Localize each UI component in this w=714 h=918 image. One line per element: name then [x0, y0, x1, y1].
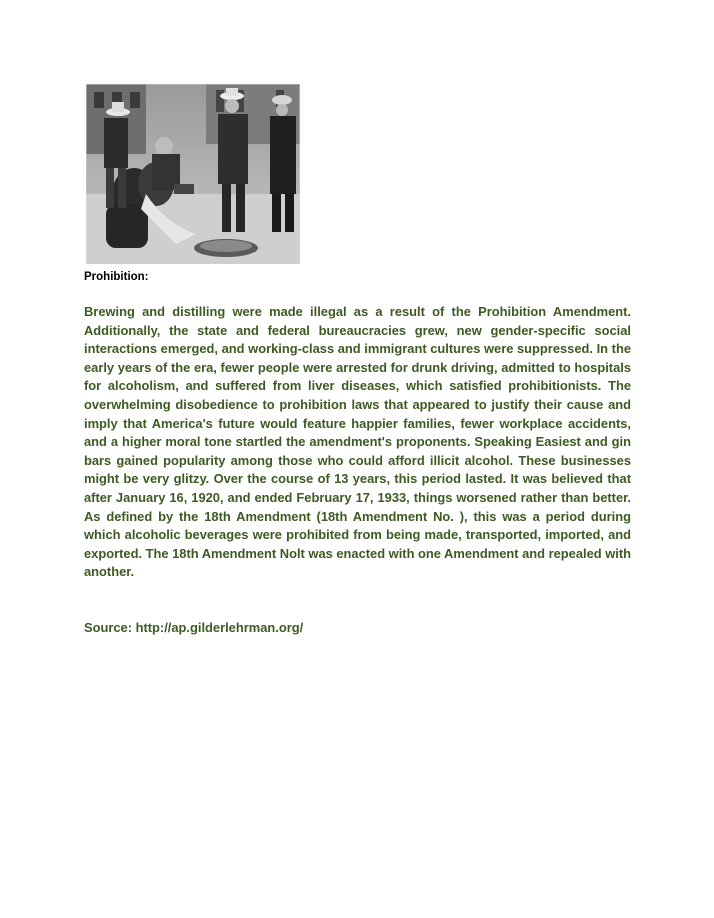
photo-caption: Prohibition:: [84, 271, 149, 283]
body-paragraph: Brewing and distilling were made illegal as a result of the Prohibition Amendment. Additionally, the state and federal bureaucracies grew, new gender-specific social interactions emerged, and working-class and immigrant cultures were suppressed. In the early years of the era, fewer people were arrested for drunk driving, admitted to hospitals for alcoholism, and suffered from liver diseases, which satisfied prohibitionists. The overwhelming disobedience to prohibition laws that appeared to justify their cause and imply that America's future would feature happier families, fewer workplace accidents, and a higher moral tone startled the amendment's proponents. Speaking Easiest and gin bars gained popularity among those who could afford illicit alcohol. These businesses might be very glitzy. Over the course of 13 years, this period lasted. It was believed that after January 16, 1920, and ended February 17, 1933, things worsened rather than better. As defined by the 18th Amendment (18th Amendment No. ), this was a period during which alcoholic beverages were prohibited from being made, transported, imported, and exported. The 18th Amendment Nolt was enacted with one Amendment and repealed with another.: [84, 304, 631, 580]
source-citation: Source: http://ap.gilderlehrman.org/: [84, 620, 304, 635]
prohibition-photo: [86, 84, 300, 264]
